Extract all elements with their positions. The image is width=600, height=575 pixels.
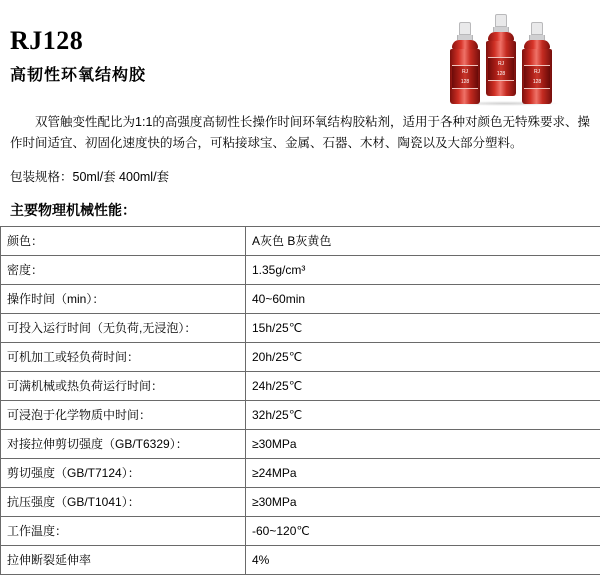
bottle-shoulder [452,40,478,49]
bottle-cap-icon [459,22,471,35]
property-value: 32h/25℃ [246,401,600,430]
property-value: 20h/25℃ [246,343,600,372]
bottle-label-line2: 128 [452,76,478,86]
property-value: 1.35g/cm³ [246,256,600,285]
table-row [1,227,600,256]
bottle-label [524,65,550,89]
table-row [1,343,600,372]
bottle-left [450,22,480,104]
property-value: -60~120℃ [246,517,600,546]
table-row [1,430,600,459]
page-header [0,0,600,112]
property-key: 密度： [1,256,246,285]
property-key: 抗压强度（GB/T1041）： [1,488,246,517]
bottle-label-line1: RJ [488,58,514,68]
table-row [1,488,600,517]
property-value: 40~60min [246,285,600,314]
property-key: 颜色： [1,227,246,256]
bottle-label-line1: RJ [452,66,478,76]
property-key: 操作时间（min）： [1,285,246,314]
property-value: A灰色 B灰黄色 [246,227,600,256]
bottle-body [486,41,516,96]
property-key: 拉伸断裂延伸率 [1,546,246,575]
table-row [1,459,600,488]
table-row [1,314,600,343]
property-key: 对接拉伸剪切强度（GB/T6329）： [1,430,246,459]
property-value: ≥30MPa [246,488,600,517]
bottle-cap-icon [495,14,507,27]
bottle-body [522,49,552,104]
table-row [1,517,600,546]
bottle-body [450,49,480,104]
bottle-label [452,65,478,89]
section-title-properties: 主要物理机械性能： [10,200,590,220]
table-row [1,285,600,314]
table-row [1,256,600,285]
properties-table-body [1,227,600,575]
bottle-label-line2: 128 [524,76,550,86]
property-key: 可满机械或热负荷运行时间： [1,372,246,401]
bottle-label [488,57,514,81]
page-title: RJ128 [10,26,83,56]
bottle-shoulder [488,32,514,41]
bottle-label-line1: RJ [524,66,550,76]
table-row [1,372,600,401]
bottle-label-line2: 128 [488,68,514,78]
product-bottles-photo [450,6,560,106]
bottle-cap-icon [531,22,543,35]
property-key: 工作温度： [1,517,246,546]
property-value: ≥30MPa [246,430,600,459]
property-value: ≥24MPa [246,459,600,488]
property-key: 可机加工或轻负荷时间： [1,343,246,372]
property-value: 4% [246,546,600,575]
bottle-right [522,22,552,104]
page-subtitle: 高韧性环氧结构胶 [10,62,146,85]
property-key: 可投入运行时间（无负荷,无浸泡）： [1,314,246,343]
table-row [1,401,600,430]
bottle-center [486,14,516,96]
property-value: 15h/25℃ [246,314,600,343]
property-value: 24h/25℃ [246,372,600,401]
bottle-shoulder [524,40,550,49]
property-key: 可浸泡于化学物质中时间： [1,401,246,430]
property-key: 剪切强度（GB/T7124）： [1,459,246,488]
product-description: 双管触变性配比为1:1的高强度高韧性长操作时间环氧结构胶粘剂，适用于各种对颜色无特殊要求、操作时间适宜、初固化速度快的场合，可粘接球宝、金属、石器、木材、陶瓷以及大部分塑料。 [10,112,590,154]
table-row [1,546,600,575]
packaging-spec: 包装规格：50ml/套 400ml/套 [10,168,590,186]
properties-table [0,226,600,575]
